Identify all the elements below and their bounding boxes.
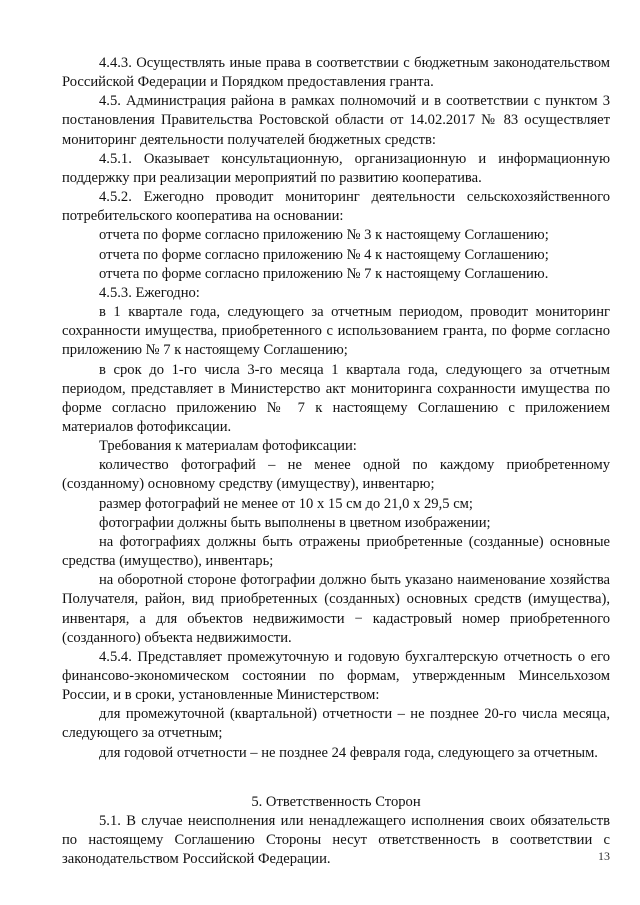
list-item-annual-reporting: для годовой отчетности – не позднее 24 февраля года, следующего за отчетным.	[99, 744, 598, 761]
list-item-act-deadline: в срок до 1-го числа 3-го месяца 1 квартала года, следующего за отчетным периодом, представляет в Министерство акт мониторинга сохранности имущества по форме согласно приложению № 7 к настоящему Соглашению с приложением материалов фотофиксации.	[62, 361, 610, 435]
paragraph-4-5-3: 4.5.3. Ежегодно:	[99, 284, 200, 301]
list-item-interim-reporting: для промежуточной (квартальной) отчетности – не позднее 20-го числа месяца, следующего за отчетным;	[62, 706, 610, 742]
paragraph-4-5-2: 4.5.2. Ежегодно проводит мониторинг деятельности сельскохозяйственного потребительского кооператива на основании:	[62, 189, 610, 225]
paragraph-4-4-3: 4.4.3. Осуществлять иные права в соответствии с бюджетным законодательством Российской Федерации и Порядком предоставления гранта.	[62, 55, 610, 91]
list-item-photo-color: фотографии должны быть выполнены в цветном изображении;	[99, 514, 491, 531]
list-item-photo-back: на оборотной стороне фотографии должно быть указано наименование хозяйства Получателя, район, вид приобретенных (созданных) основных средств (имущества), инвентаря, а для объектов недвижимости − кадастровый номер приобретенного (созданного) объекта недвижимости.	[62, 572, 610, 646]
document-body	[62, 54, 610, 869]
list-item-photo-content: на фотографиях должны быть отражены приобретенные (созданные) основные средства (имущество), инвентарь;	[62, 533, 610, 570]
list-item-report-4: отчета по форме согласно приложению № 4 к настоящему Соглашению;	[99, 246, 549, 263]
list-item-photo-count: количество фотографий – не менее одной по каждому приобретенному (созданному) основному средству (имуществу), инвентарю;	[62, 457, 610, 493]
paragraph-4-5-1: 4.5.1. Оказывает консультационную, организационную и информационную поддержку при реализации мероприятий по развитию кооператива.	[62, 150, 610, 186]
list-item-photo-size: размер фотографий не менее от 10 х 15 см до 21,0 х 29,5 см;	[99, 495, 473, 512]
paragraph-4-5-4: 4.5.4. Представляет промежуточную и годовую бухгалтерскую отчетность о его финансово-экономическом состоянии по формам, утвержденным Минсельхозом России, и в сроки, установленные Министерством:	[62, 648, 610, 704]
section-heading: 5. Ответственность Сторон	[251, 793, 421, 810]
photo-requirements-heading: Требования к материалам фотофиксации:	[99, 438, 357, 455]
list-item-report-7: отчета по форме согласно приложению № 7 к настоящему Соглашению.	[99, 265, 549, 282]
page-number: 13	[598, 849, 610, 863]
list-item-quarter-monitoring: в 1 квартале года, следующего за отчетным периодом, проводит мониторинг сохранности имущества, приобретенного с использованием гранта, по форме согласно приложению № 7 к настоящему Соглашению;	[62, 304, 610, 359]
paragraph-5-1: 5.1. В случае неисполнения или ненадлежащего исполнения своих обязательств по настоящему Соглашению Стороны несут ответственность в соответствии с законодательством Российской Федерации.	[62, 812, 610, 868]
paragraph-4-5: 4.5. Администрация района в рамках полномочий и в соответствии с пунктом 3 постановления Правительства Ростовской области от 14.02.2017 № 83 осуществляет мониторинг деятельности получателей бюджетных средств:	[62, 93, 610, 148]
list-item-report-3: отчета по форме согласно приложению № 3 к настоящему Соглашению;	[99, 227, 549, 244]
